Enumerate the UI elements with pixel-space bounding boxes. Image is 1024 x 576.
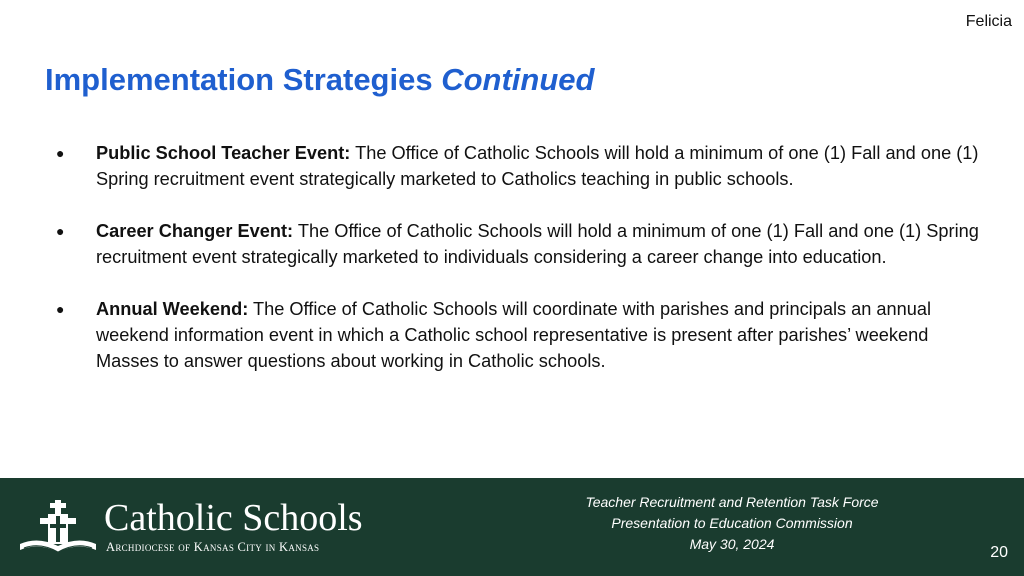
presentation-audience: Presentation to Education Commission — [611, 515, 853, 531]
presenter-name: Felicia — [965, 13, 1012, 30]
footer-bar — [0, 478, 1024, 576]
strategy-list — [0, 140, 1024, 400]
strategy-item-annual-weekend — [0, 296, 1024, 374]
presentation-task-force: Teacher Recruitment and Retention Task Force — [585, 494, 879, 510]
bullet-marker: ● — [56, 301, 65, 317]
strategy-item-public-school-teacher-event — [0, 140, 1024, 192]
strategy-text: The Office of Catholic Schools will hold a minimum of one (1) Fall and one (1) Spring recruitment event strategically marketed to individuals considering a career change into education. — [96, 221, 979, 267]
cross-open-book-icon — [18, 500, 98, 556]
strategy-text: The Office of Catholic Schools will hold a minimum of one (1) Fall and one (1) Spring recruitment event strategically marketed to Catholics teaching in public schools. — [96, 143, 979, 189]
slide-title-main: Implementation Strategies — [45, 62, 433, 97]
bullet-marker: ● — [56, 145, 65, 161]
slide-title — [45, 62, 594, 98]
bullet-marker: ● — [56, 223, 65, 239]
presentation-info — [530, 492, 934, 555]
page-number: 20 — [990, 544, 1008, 561]
slide-title-accent: Continued — [441, 62, 595, 97]
presentation-date: May 30, 2024 — [689, 536, 775, 552]
brand-name: Catholic Schools — [104, 497, 363, 539]
strategy-text: The Office of Catholic Schools will coordinate with parishes and principals an annual weekend information event in which a Catholic school representative is present after parishes’ weekend Masses to answer questions about working in Catholic schools. — [96, 299, 932, 371]
brand-subtitle: Archdiocese of Kansas City in Kansas — [106, 540, 320, 554]
strategy-label: Career Changer Event: — [96, 221, 294, 241]
strategy-label: Public School Teacher Event: — [96, 143, 351, 163]
strategy-item-career-changer-event — [0, 218, 1024, 270]
strategy-label: Annual Weekend: — [96, 299, 249, 319]
